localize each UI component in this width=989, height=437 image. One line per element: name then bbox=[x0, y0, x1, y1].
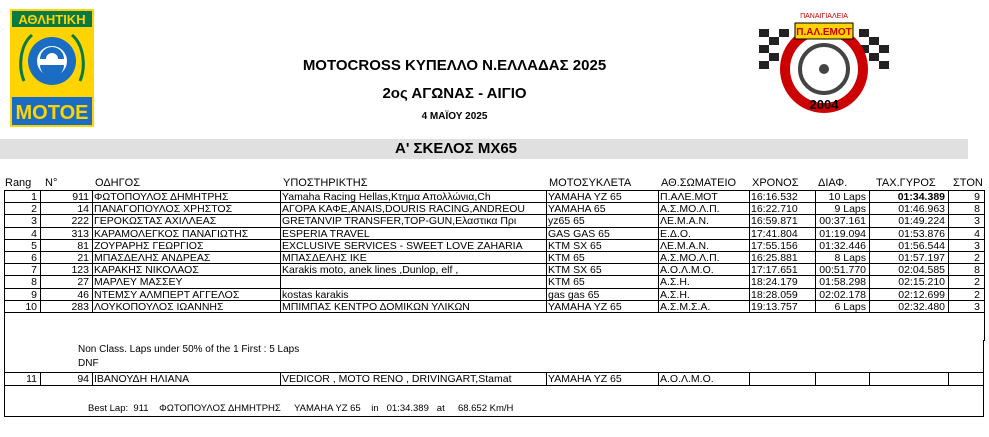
cell-rank: 10 bbox=[25, 300, 37, 313]
cell-driver: ΦΩΤΟΠΟΥΛΟΣ ΔΗΜΗΤΡΗΣ bbox=[94, 191, 229, 203]
cell-rank: 4 bbox=[31, 227, 37, 240]
cell-gap: 6 Laps bbox=[834, 300, 866, 313]
dnf-column-divider bbox=[658, 372, 659, 385]
cell-time: 18:24.179 bbox=[751, 276, 798, 289]
cell-driver: ΓΕΡΟΚΩΣΤΑΣ ΑΧΙΛΛΕΑΣ bbox=[94, 215, 217, 228]
cell-num: 313 bbox=[71, 227, 89, 240]
table-row bbox=[0, 215, 989, 227]
cell-best: 02:12.699 bbox=[898, 288, 945, 301]
col-time: ΧΡΟΝΟΣ bbox=[752, 177, 799, 189]
cell-club: Ε.Δ.Ο. bbox=[660, 227, 691, 240]
frame-bottom bbox=[4, 416, 984, 417]
logo-top-text: ΑΘΛΗΤΙΚΗ bbox=[18, 12, 86, 27]
cell-num: 14 bbox=[77, 203, 89, 216]
cell-gap: 9 Laps bbox=[834, 203, 866, 216]
cell-sponsor: Yamaha Racing Hellas,Κτημα Απολλώνια,Ch bbox=[282, 191, 491, 203]
cell-sponsor: GRETANVIP TRANSFER,TOP-GUN,Ελαστικα Πρι bbox=[282, 215, 517, 228]
cell-rank: 11 bbox=[26, 373, 37, 385]
cell-num: 911 bbox=[72, 191, 89, 203]
cell-num: 94 bbox=[77, 373, 89, 385]
logo-bottom-text: MOTOE bbox=[15, 102, 89, 124]
logo-ring-text: ΠΑΝΑΙΓΙΑΛΕΙΑ ΛΕΣΧΗ ΜΟΤΟΣΥΚΛΕΤΙΣΤΩΝ bbox=[777, 117, 871, 122]
table-row bbox=[0, 301, 989, 313]
cell-gap: 00:51.770 bbox=[819, 264, 866, 277]
cell-best: 01:34.389 bbox=[897, 191, 945, 203]
col-rang: Rang bbox=[5, 177, 32, 189]
cell-bike: yz65 65 bbox=[548, 215, 585, 228]
race-subtitle: 2ος ΑΓΩΝΑΣ - ΑΙΓΙΟ bbox=[382, 85, 527, 102]
cell-bike: GAS GAS 65 bbox=[548, 227, 610, 240]
cell-rank: 9 bbox=[31, 288, 37, 301]
cell-club: Π.ΑΛΕ.ΜΟΤ bbox=[660, 191, 718, 203]
cell-bike: KTM SX 65 bbox=[548, 239, 602, 252]
event-title: MOTOCROSS ΚΥΠΕΛΛΟ Ν.ΕΛΛΑΔΑΣ 2025 bbox=[302, 57, 607, 74]
cell-num: 81 bbox=[77, 239, 89, 252]
cell-club: Α.Σ.Μ.Σ.Α. bbox=[660, 300, 711, 313]
col-driver: ΟΔΗΓΟΣ bbox=[95, 177, 141, 189]
cell-rank: 5 bbox=[31, 239, 37, 252]
nonclass-note: Non Class. Laps under 50% of the 1 First : 5 Laps bbox=[78, 344, 300, 355]
col-sponsor: ΥΠΟΣΤΗΡΙΚΤΗΣ bbox=[283, 177, 368, 189]
col-best: ΤΑΧ.ΓΥΡΟΣ bbox=[876, 177, 936, 189]
cell-bike: KTM 65 bbox=[548, 276, 585, 289]
frame-side bbox=[983, 340, 984, 417]
table-row bbox=[0, 289, 989, 301]
best-lap-bike: YAMAHA YZ 65 bbox=[294, 403, 361, 414]
cell-lap: 3 bbox=[974, 215, 980, 228]
cell-num: 283 bbox=[71, 300, 89, 313]
logo-arc-text: ΠΑΝΑΙΓΙΑΛΕΙΑ bbox=[800, 13, 848, 20]
cell-driver: ΚΑΡΑΜΟΛΕΓΚΟΣ ΠΑΝΑΓΙΩΤΗΣ bbox=[94, 227, 249, 240]
cell-lap: 2 bbox=[974, 252, 980, 264]
cell-lap: 2 bbox=[974, 288, 980, 301]
cell-gap: 02:02.178 bbox=[819, 288, 866, 301]
best-lap-in: in bbox=[371, 403, 379, 414]
col-lap: ΣΤΟΝ bbox=[953, 177, 983, 189]
cell-lap: 8 bbox=[974, 203, 980, 216]
cell-bike: YAMAHA YZ 65 bbox=[548, 191, 622, 203]
cell-time: 17:55.156 bbox=[751, 239, 798, 252]
dnf-column-divider bbox=[40, 372, 41, 385]
cell-sponsor: VEDICOR , MOTO RENO , DRIVINGART,Stamat bbox=[282, 373, 512, 385]
dnf-column-divider bbox=[815, 372, 816, 385]
cell-bike: KTM SX 65 bbox=[548, 264, 602, 277]
table-row bbox=[0, 191, 989, 203]
cell-gap: 00:37.161 bbox=[819, 215, 866, 228]
col-bike: ΜΟΤΟΣΥΚΛΕΤΑ bbox=[549, 177, 632, 189]
col-club: ΑΘ.ΣΩΜΑΤΕΙΟ bbox=[661, 177, 737, 189]
best-lap-time: 01:34.389 bbox=[386, 403, 429, 414]
frame-side bbox=[4, 340, 5, 417]
cell-club: Α.Ο.Λ.Μ.Ο. bbox=[660, 373, 714, 385]
cell-club: Α.Ο.Λ.Μ.Ο. bbox=[660, 264, 714, 277]
cell-club: Α.Σ.ΜΟ.Λ.Π. bbox=[660, 252, 720, 264]
cell-sponsor: EXCLUSIVE SERVICES - SWEET LOVE ZAHARIA bbox=[282, 239, 523, 252]
cell-rank: 1 bbox=[31, 191, 37, 203]
cell-bike: YAMAHA YZ 65 bbox=[548, 373, 622, 385]
dnf-column-divider bbox=[280, 372, 281, 385]
cell-sponsor: ESPERIA TRAVEL bbox=[282, 227, 370, 240]
cell-bike: YAMAHA YZ 65 bbox=[548, 300, 622, 313]
cell-lap: 3 bbox=[974, 300, 980, 313]
cell-sponsor: ΜΠΙΜΠΑΣ ΚΕΝΤΡΟ ΔΟΜΙΚΩΝ ΥΛΙΚΩΝ bbox=[282, 300, 470, 313]
cell-bike: YAMAHA 65 bbox=[548, 203, 606, 216]
table-row bbox=[0, 203, 989, 215]
cell-gap: 01:19.094 bbox=[819, 227, 866, 240]
cell-time: 16:25.881 bbox=[751, 252, 798, 264]
best-lap-label: Best Lap: bbox=[88, 403, 129, 414]
cell-best: 02:15.210 bbox=[898, 276, 945, 289]
best-lap-at: at bbox=[436, 403, 445, 414]
cell-lap: 2 bbox=[974, 276, 980, 289]
cell-rank: 6 bbox=[31, 252, 37, 264]
cell-rank: 8 bbox=[31, 276, 37, 289]
cell-driver: ΙΒΑΝΟΥΔΗ ΗΛΙΑΝΑ bbox=[94, 373, 190, 385]
race-date: 4 ΜΑΪΟΥ 2025 bbox=[421, 111, 488, 122]
col-gap: ΔΙΑΦ. bbox=[818, 177, 848, 189]
cell-bike: gas gas 65 bbox=[548, 288, 600, 301]
cell-club: Α.Σ.Η. bbox=[660, 288, 690, 301]
cell-num: 46 bbox=[77, 288, 89, 301]
cell-time: 17:41.804 bbox=[751, 227, 798, 240]
cell-num: 222 bbox=[71, 215, 89, 228]
cell-gap: 01:58.298 bbox=[819, 276, 866, 289]
cell-club: Α.Σ.ΜΟ.Λ.Π. bbox=[660, 203, 720, 216]
table-row bbox=[0, 228, 989, 240]
cell-best: 02:32.480 bbox=[898, 300, 945, 313]
cell-time: 16:59.871 bbox=[751, 215, 798, 228]
dnf-label: DNF bbox=[78, 358, 99, 369]
cell-rank: 2 bbox=[31, 203, 37, 216]
cell-num: 27 bbox=[77, 276, 89, 289]
cell-club: ΛΕ.Μ.Α.Ν. bbox=[660, 215, 710, 228]
cell-time: 19:13.757 bbox=[751, 300, 798, 313]
dnf-column-divider bbox=[948, 372, 949, 385]
cell-best: 01:49.224 bbox=[898, 215, 945, 228]
cell-best: 01:56.544 bbox=[898, 239, 945, 252]
cell-rank: 7 bbox=[31, 264, 37, 277]
best-lap-driver: ΦΩΤΟΠΟΥΛΟΣ ΔΗΜΗΤΡΗΣ bbox=[159, 403, 281, 414]
class-band bbox=[0, 139, 968, 159]
table-row bbox=[0, 373, 989, 385]
col-number: N° bbox=[45, 177, 58, 189]
dnf-row-border bbox=[4, 385, 984, 386]
dnf-column-divider bbox=[869, 372, 870, 385]
cell-sponsor: ΑΓΟΡΑ ΚΑΦΕ,ANAIS,DOURIS RACING,ANDREOU bbox=[282, 203, 525, 216]
cell-lap: 8 bbox=[974, 264, 980, 277]
table-row bbox=[0, 240, 989, 252]
cell-best: 01:57.197 bbox=[898, 252, 945, 264]
table-row bbox=[0, 252, 989, 264]
dnf-row-border bbox=[4, 372, 984, 373]
cell-driver: ΠΑΝΑΓΟΠΟΥΛΟΣ ΧΡΗΣΤΟΣ bbox=[94, 203, 233, 216]
cell-best: 01:46.963 bbox=[898, 203, 945, 216]
cell-num: 21 bbox=[77, 252, 89, 264]
cell-bike: KTM 65 bbox=[548, 252, 585, 264]
dnf-column-divider bbox=[546, 372, 547, 385]
cell-lap: 9 bbox=[974, 191, 980, 203]
logo-year: 2004 bbox=[809, 97, 839, 112]
cell-gap: 10 Laps bbox=[828, 191, 866, 203]
cell-driver: ΜΠΑΣΔΕΛΗΣ ΑΝΔΡΕΑΣ bbox=[94, 252, 211, 264]
cell-driver: ΚΑΡΑΚΗΣ ΝΙΚΟΛΑΟΣ bbox=[94, 264, 199, 277]
cell-gap: 8 Laps bbox=[834, 252, 866, 264]
cell-best: 01:53.876 bbox=[898, 227, 945, 240]
cell-time: 16:22.710 bbox=[751, 203, 798, 216]
cell-num: 123 bbox=[71, 264, 89, 277]
cell-driver: ΜΑΡΛΕΥ ΜΑΣΣΕΥ bbox=[94, 276, 183, 289]
cell-gap: 01:32.446 bbox=[819, 239, 866, 252]
cell-club: ΛΕ.Μ.Α.Ν. bbox=[660, 239, 710, 252]
logo-badge-text: Π.ΑΛ.ΕΜΟΤ bbox=[796, 27, 852, 38]
best-lap-speed: 68.652 Km/H bbox=[457, 403, 514, 414]
cell-lap: 4 bbox=[974, 227, 980, 240]
cell-sponsor: Karakis moto, anek lines ,Dunlop, elf , bbox=[282, 264, 459, 277]
cell-time: 17:17.651 bbox=[751, 264, 798, 277]
table-row bbox=[0, 276, 989, 288]
dnf-column-divider bbox=[749, 372, 750, 385]
dnf-column-divider bbox=[92, 372, 93, 385]
cell-lap: 3 bbox=[974, 239, 980, 252]
cell-club: Α.Σ.Η. bbox=[660, 276, 690, 289]
cell-rank: 3 bbox=[31, 215, 37, 228]
best-lap-number: 911 bbox=[133, 403, 149, 414]
best-lap-line bbox=[88, 403, 513, 414]
cell-sponsor: ΜΠΑΣΔΕΛΗΣ ΙΚΕ bbox=[282, 252, 367, 264]
cell-driver: ΝΤΕΜΣΥ ΑΛΜΠΕΡΤ ΑΓΓΕΛΟΣ bbox=[94, 288, 240, 301]
cell-driver: ΛΟΥΚΟΠΟΥΛΟΣ ΙΩΑΝΝΗΣ bbox=[94, 300, 224, 313]
cell-time: 16:16.532 bbox=[751, 191, 798, 203]
cell-driver: ΖΟΥΡΑΡΗΣ ΓΕΩΡΓΙΟΣ bbox=[94, 239, 204, 252]
table-row bbox=[0, 264, 989, 276]
cell-best: 02:04.585 bbox=[898, 264, 945, 277]
cell-sponsor: kostas karakis bbox=[282, 288, 349, 301]
cell-time: 18:28.059 bbox=[751, 288, 798, 301]
class-title: Α' ΣΚΕΛΟΣ MX65 bbox=[394, 140, 518, 157]
